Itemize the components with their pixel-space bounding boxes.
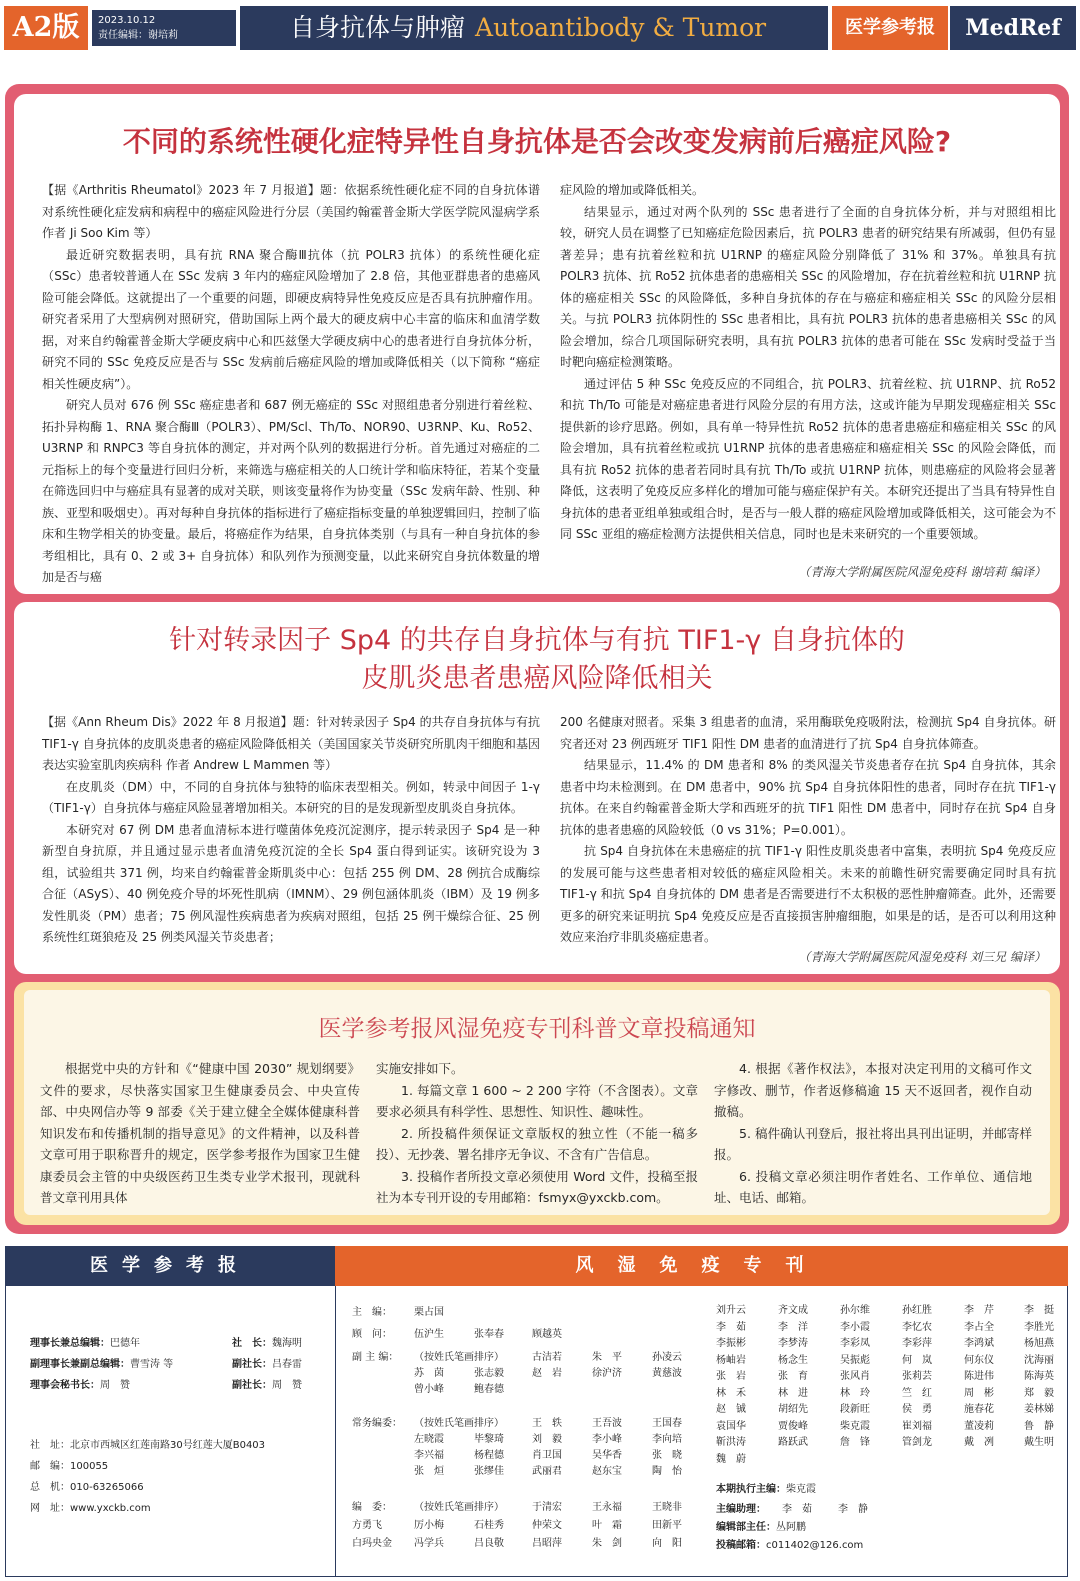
advisor-name: 张奉春 xyxy=(474,1329,504,1340)
article-1-paragraph: 最近研究数据表明，具有抗 RNA 聚合酶Ⅲ抗体（抗 POLR3 抗体）的系统性硬化症（SSc）患者较普通人在 SSc 发病 3 年内的癌症风险增加了 2.8 倍，其他亚群患者的患癌风险可能会降低。这就提出了一个重要的问题，即硬皮病特异性免疫反应是否具有抗肿瘤作用。研究者采用了大型病例对照研究，借助国际上两个最大的硬皮病中心丰富的临床和血清学数据，对来自约翰霍普金斯大学硬皮病中心和匹兹堡大学硬皮病中心的患者进行自身抗体分析，研究不同的 SSc 免疫反应是否与 SSc 发病前后癌症风险的增加或降低相关（以下简称 “癌症相关性硬皮病”）。 xyxy=(42,247,540,391)
member-name: 李彩萍 xyxy=(902,1338,932,1349)
exec-editor: 柴克霞 xyxy=(786,1484,816,1495)
member-name: 张 岩 xyxy=(716,1371,746,1382)
article-1-left-column xyxy=(42,180,540,589)
board-name: 厉小梅 xyxy=(414,1520,444,1531)
notice-paragraph: 根据党中央的方针和《“健康中国 2030” 规划纲要》文件的要求，尽快落实国家卫生健康委员会、中央宣传部、中央网信办等 9 部委《关于建立健全全媒体健康科普知识发布和传播机制的指导意见》的文件精神，以及科普文章可用于职称晋升的规定，医学参考报作为国家卫生健康委员会主管的中央级医药卫生类专业学术报刊，现就科普文章刊用具体 xyxy=(40,1061,360,1205)
office-website: 网 址：www.yxckb.com xyxy=(30,1503,151,1514)
notice-paragraph: 6. 投稿文章必须注明作者姓名、工作单位、通信地址、电话、邮箱。 xyxy=(714,1168,1032,1205)
member-name: 詹 锋 xyxy=(840,1437,870,1448)
member-name: 郑 毅 xyxy=(1024,1387,1054,1399)
member-name: 林 禾 xyxy=(716,1387,746,1399)
article-1 xyxy=(14,94,1060,594)
deputy-name: 曾小峰 xyxy=(414,1384,444,1395)
deputy-name: 徐沪济 xyxy=(592,1368,622,1379)
footer-divider xyxy=(335,1286,336,1576)
officer-role: 副理事长兼副总编辑：曹雪涛 等 xyxy=(30,1359,174,1370)
notice-paragraph: 1. 每篇文章 1 600 ~ 2 200 字符（不含图表）。文章要求必须具有科学性、思想性、知识性、趣味性。 xyxy=(376,1082,698,1119)
notice-paragraph: 3. 投稿作者所投文章必须使用 Word 文件，投稿至报社为本专刊开设的专用邮箱：fsmyx@yxckb.com。 xyxy=(376,1168,698,1205)
member-name: 崔刘福 xyxy=(902,1420,932,1432)
officer-name: 魏海明 xyxy=(272,1338,302,1349)
article-2-paragraph: 【据《Ann Rheum Dis》2022 年 8 月报道】题：针对转录因子 Sp4 的共存自身抗体与有抗 TIF1-γ 自身抗体的皮肌炎患者的癌症风险降低相关（美国国家关节炎研究所肌肉干细胞和基因表达实验室肌肉疾病科 作者 Andrew L Mammen 等） xyxy=(42,715,540,772)
member-name: 李小霞 xyxy=(840,1321,870,1333)
submission-notice xyxy=(14,982,1060,1225)
deputy-name: 鲍春德 xyxy=(474,1384,504,1395)
board-name: 叶 霜 xyxy=(592,1520,622,1531)
standing-name: 刘 毅 xyxy=(532,1434,562,1445)
article-2-paragraph: 抗 Sp4 自身抗体在未患癌症的抗 TIF1-γ 阳性皮肌炎患者中富集，表明抗 Sp4 免疫反应的发展可能与这些患者相对较低的癌症风险相关。未来的前瞻性研究需要确定同时具有抗 TIF1-γ 和抗 Sp4 自身抗体的 DM 患者是否需要进行不太积极的恶性肿瘤筛查。此外，还需要更多的研究来证明抗 Sp4 免疫反应是否直接损害肿瘤细胞，如果是的话，是否可以利用这种效应来治疗非肌炎癌症患者。 xyxy=(560,844,1056,944)
brand-logo: MedRef xyxy=(950,6,1076,50)
member-name: 侯 勇 xyxy=(902,1404,932,1415)
officer-role: 副社长：吕春雷 xyxy=(232,1359,302,1370)
officer-name: 周 赞 xyxy=(100,1380,130,1391)
article-1-paragraph: 研究人员对 676 例 SSc 癌症患者和 687 例无癌症的 SSc 对照组患者分别进行着丝粒、拓扑异构酶 1、RNA 聚合酶Ⅲ（POLR3）、PM/Scl、Th/To、NOR90、U3RNP、Ku、Ro52、U3RNP 和 RNPC3 等自身抗体的测定，并对两个队列的数据进行分析。首先通过对癌症的二元指标上的每个变量进行回归分析，来筛选与癌症相关的人口统计学和临床特征，若某个变量在筛选回归中与癌症具有显著的成对关联，则该变量将作为协变量（SSc 发病年龄、性别、种族、亚型和吸烟史）。再对每种自身抗体的指标进行了癌症指标变量的单独逻辑回归，控制了临床和生物学相关的协变量。最后，将癌症作为结果，自身抗体类别（与具有一种自身抗体的参考组相比，具有 0、2 或 3+ 自身抗体）和队列作为预测变量，以此来研究自身抗体数量的增加是否与癌 xyxy=(42,398,541,584)
officer-name: 周 赞 xyxy=(272,1380,302,1391)
member-name: 李 茹 xyxy=(716,1321,746,1333)
board-name: 石桂秀 xyxy=(474,1520,504,1531)
article-2-paragraph: 结果显示，11.4% 的 DM 患者和 8% 的类风湿关节炎患者存在抗 Sp4 自身抗体，其余患者中均未检测到。在 DM 患者中，90% 抗 Sp4 自身抗体阳性的患者，同时存在抗 TIF1-γ 抗体。在来自约翰霍普金斯大学和西班牙的抗 TIF1 阳性 DM 患者中，同时存在抗 Sp4 自身抗体的患者患癌的风险较低（0 vs 31%；P=0.001）。 xyxy=(560,758,1056,837)
board-name: 吕昭萍 xyxy=(532,1538,562,1549)
member-name: 李 挺 xyxy=(1024,1305,1054,1316)
issue-date: 2023.10.12 xyxy=(98,15,156,26)
standing-name: 赵东宝 xyxy=(592,1466,622,1477)
article-2-paragraph: 在皮肌炎（DM）中，不同的自身抗体与独特的临床表型相关。例如，转录中间因子 1-γ（TIF1-γ）自身抗体与癌症风险显著增加相关。本研究的目的是发现新型皮肌炎自身抗体。 xyxy=(42,779,540,815)
member-name: 李忆农 xyxy=(902,1321,932,1333)
dept-head-label: 编辑部主任：丛阿鹏 xyxy=(716,1522,806,1533)
board-name: 方勇飞 xyxy=(352,1520,382,1531)
office-postcode: 邮 编：100055 xyxy=(30,1461,109,1472)
member-name: 孙红胜 xyxy=(902,1305,932,1316)
page-header xyxy=(4,6,1076,50)
article-1-paragraph: 通过评估 5 种 SSc 免疫反应的不同组合，抗 POLR3、抗着丝粒、抗 U1RNP、抗 Ro52 和抗 Th/To 可能是对癌症患者进行风险分层的有用方法，这或许能为早期发现癌症相关 SSc 提供新的诊疗思路。例如，具有单一特异性抗 Ro52 抗体的患者患癌症和癌症相关 SSc 的风险会增加，具有抗着丝粒或抗 U1RNP 抗体的患者患癌症和癌症相关 SSc 的风险会降低，而具有抗 Ro52 抗体的患者若同时具有抗 Th/To 或抗 U1RNP 抗体，则患癌症的风险将会显著降低，这表明了免疫反应多样化的增加可能与癌症保护有关。本研究还提出了当具有特异性自身抗体的患者亚组单独或组合时，是否与一般人群的癌症风险增加或降低相关，这可能会为不同 SSc 亚组的癌症检测方法提供相关信息，同时也是未来研究的一个重要领域。 xyxy=(560,376,1056,541)
member-name: 李振彬 xyxy=(716,1338,746,1349)
officer-name: 曹雪涛 等 xyxy=(130,1359,174,1370)
standing-name: 左晓霞 xyxy=(414,1434,444,1445)
member-name: 竺 红 xyxy=(902,1387,932,1399)
advisor-label: 顾 问： xyxy=(352,1329,392,1340)
member-name: 姜林娣 xyxy=(1024,1404,1054,1415)
email-label: 投稿邮箱：c011402@126.com xyxy=(716,1540,864,1551)
standing-name: 陶 怡 xyxy=(652,1466,682,1477)
deputy-note: （按姓氏笔画排序） xyxy=(414,1352,504,1363)
standing-name: 杨程德 xyxy=(474,1450,504,1461)
section-title xyxy=(240,6,828,50)
notice-paragraph: 实施安排如下。 xyxy=(376,1061,464,1076)
member-name: 何东仪 xyxy=(964,1354,994,1366)
member-name: 林 玲 xyxy=(840,1387,870,1399)
notice-title: 医学参考报风湿免疫专刊科普文章投稿通知 xyxy=(318,1016,756,1042)
officer-role: 理事长兼总编辑：巴德年 xyxy=(30,1338,140,1349)
standing-name: 吴华香 xyxy=(592,1450,622,1461)
exec-editor-label: 本期执行主编：柴克霞 xyxy=(716,1484,816,1495)
standing-name: 李兴福 xyxy=(414,1450,444,1461)
officer-name: 巴德年 xyxy=(110,1338,140,1349)
member-name: 张 育 xyxy=(778,1371,808,1382)
member-name: 戴 冽 xyxy=(964,1437,994,1448)
member-name: 陈海英 xyxy=(1024,1371,1054,1382)
member-name: 胡绍先 xyxy=(778,1404,808,1415)
submission-email: c011402@126.com xyxy=(766,1540,864,1551)
board-name: 向 阳 xyxy=(652,1538,682,1549)
standing-editor-label: 常务编委： xyxy=(352,1418,402,1429)
deputy-name: 朱 平 xyxy=(592,1352,622,1363)
member-name: 管剑龙 xyxy=(902,1437,932,1448)
officer-role: 社 长：魏海明 xyxy=(232,1338,302,1349)
article-1-credit: （青海大学附属医院风湿免疫科 谢培莉 编译） xyxy=(798,565,1046,579)
section-title-cn: 自身抗体与肿瘤 xyxy=(290,13,466,42)
article-2-title-line-2: 皮肌炎患者患癌风险降低相关 xyxy=(361,663,713,694)
board-name: 王晓非 xyxy=(652,1502,682,1513)
member-name: 段新旺 xyxy=(840,1404,870,1415)
article-2-left-column xyxy=(42,712,540,949)
article-2-credit: （青海大学附属医院风湿免疫科 刘三兄 编译） xyxy=(798,950,1046,964)
member-name: 施春花 xyxy=(964,1404,994,1415)
member-name: 张莉芸 xyxy=(902,1371,932,1382)
deputy-name: 张志毅 xyxy=(474,1368,504,1379)
header-meta xyxy=(92,10,236,46)
assistant-label: 主编助理： xyxy=(716,1504,766,1515)
member-name: 李梦涛 xyxy=(778,1338,808,1349)
member-name: 李彩凤 xyxy=(840,1338,870,1349)
member-name: 戴生明 xyxy=(1024,1437,1054,1448)
standing-name: 张缪佳 xyxy=(474,1466,504,1477)
notice-column-2 xyxy=(376,1058,698,1209)
standing-name: 张 晓 xyxy=(652,1450,682,1461)
article-1-paragraph: 症风险的增加或降低相关。 xyxy=(560,183,705,197)
office-phone: 总 机：010-63265066 xyxy=(30,1482,144,1493)
member-name: 杨旭燕 xyxy=(1024,1338,1054,1349)
notice-panel xyxy=(24,990,1050,1215)
member-name: 李鸿斌 xyxy=(964,1338,994,1349)
notice-paragraph: 4. 根据《著作权法》，本报对决定刊用的文稿可作文字修改、删节，作者返修稿逾 15 天不返回者，视作自动撤稿。 xyxy=(714,1061,1032,1119)
responsible-editor: 责任编辑：谢培莉 xyxy=(98,30,178,41)
assistant-name: 李 静 xyxy=(838,1504,868,1515)
board-name: 朱 剑 xyxy=(592,1538,622,1549)
notice-column-3 xyxy=(714,1058,1032,1209)
standing-name: 毕黎琦 xyxy=(474,1434,504,1445)
paper-name: 医学参考报 xyxy=(832,6,948,50)
board-name: 白玛央金 xyxy=(352,1538,392,1549)
member-name: 董凌莉 xyxy=(964,1420,994,1432)
footer-section-title: 风湿免疫专刊 xyxy=(335,1246,1068,1286)
article-1-title: 不同的系统性硬化症特异性自身抗体是否会改变发病前后癌症风险? xyxy=(122,125,952,158)
deputy-name: 黄慈波 xyxy=(652,1368,682,1379)
member-name: 鲁 静 xyxy=(1024,1420,1054,1432)
notice-paragraph: 2. 所投稿件须保证文章版权的独立性（不能一稿多投）、无抄袭、署名排序无争议、不含有广告信息。 xyxy=(376,1125,698,1162)
board-name: 田新平 xyxy=(652,1520,682,1531)
member-name: 周 彬 xyxy=(964,1387,994,1399)
member-name: 林 进 xyxy=(778,1387,808,1399)
member-name: 靳洪涛 xyxy=(716,1437,746,1448)
notice-column-1 xyxy=(40,1058,360,1209)
office-address: 社 址：北京市西城区红莲南路30号红莲大厦B0403 xyxy=(30,1440,266,1451)
article-2 xyxy=(14,602,1060,974)
standing-note: （按姓氏笔画排序） xyxy=(414,1418,504,1429)
member-name: 李胜光 xyxy=(1024,1321,1054,1333)
member-name: 杨岫岩 xyxy=(716,1354,746,1366)
article-2-paragraph: 本研究对 67 例 DM 患者血清标本进行噬菌体免疫沉淀测序，提示转录因子 Sp4 是一种新型自身抗原，并且通过显示患者血清免疫沉淀的全长 Sp4 蛋白得到证实。该研究设为 3 组，试验组共 371 例，均来自约翰霍普金斯肌炎中心：包括 255 例 DM、28 例抗合成酶综合征（ASyS）、40 例免疫介导的坏死性肌病（IMNM）、29 例包涵体肌炎（IBM）及 19 例多发性肌炎（PM）患者；75 例风湿性疾病患者为疾病对照组，包括 25 例干燥综合征、25 例系统性红斑狼疮及 25 例类风湿关节炎患者； xyxy=(42,822,540,944)
standing-name: 肖卫国 xyxy=(532,1450,562,1461)
deputy-name: 苏 茵 xyxy=(414,1368,444,1379)
member-name: 陈进伟 xyxy=(964,1371,994,1382)
board-note: （按姓氏笔画排序） xyxy=(414,1502,504,1513)
article-1-paragraph: 结果显示，通过对两个队列的 SSc 患者进行了全面的自身抗体分析，并与对照组相比较，研究人员在调整了已知癌症危险因素后，抗 POLR3 患者的研究结果有所减弱，但仍有显著差异；患有抗着丝粒和抗 U1RNP 的癌症风险分别降低了 31% 和 37%。单独具有抗 POLR3 抗体、抗 Ro52 抗体患者的患癌相关 SSc 的风险增加，存在抗着丝粒和抗 U1RNP 抗体的癌症相关 SSc 的风险降低，多种自身抗体的存在与癌症和癌症相关 SSc 的风险分层相关。与抗 POLR3 抗体阴性的 SSc 患者相比，具有抗 POLR3 抗体的患者患癌相关 SSc 的风险会增加，综合几项国际研究表明，具有抗 POLR3 抗体的患者可能在 SSc 发病时受益于当时靶向癌症检测策略。 xyxy=(560,204,1056,369)
member-name: 孙尔维 xyxy=(840,1305,870,1316)
member-name: 吴振彪 xyxy=(840,1354,870,1366)
member-name: 沈海丽 xyxy=(1024,1354,1054,1366)
board-name: 于清宏 xyxy=(532,1502,562,1513)
standing-name: 李小峰 xyxy=(592,1434,622,1445)
member-name: 袁国华 xyxy=(716,1420,746,1432)
article-2-title-line-1: 针对转录因子 Sp4 的共存自身抗体与有抗 TIF1-γ 自身抗体的 xyxy=(169,625,905,656)
board-name: 仲荣文 xyxy=(532,1520,562,1531)
assistant-name: 李 茹 xyxy=(782,1504,812,1515)
member-name: 张风肖 xyxy=(840,1371,870,1382)
notice-paragraph: 5. 稿件确认刊登后，报社将出具刊出证明，并邮寄样报。 xyxy=(714,1125,1032,1162)
board-name: 冯学兵 xyxy=(414,1538,444,1549)
board-label: 编 委： xyxy=(352,1502,392,1513)
member-name: 魏 蔚 xyxy=(716,1453,746,1465)
member-name: 柴克霞 xyxy=(840,1420,870,1432)
standing-name: 李向培 xyxy=(652,1434,682,1445)
deputy-name: 孙凌云 xyxy=(652,1352,682,1363)
footer-paper-title: 医学参考报 xyxy=(5,1246,335,1286)
deputy-name: 赵 岩 xyxy=(532,1368,562,1379)
deputy-name: 古洁若 xyxy=(532,1352,562,1363)
member-name: 李占全 xyxy=(964,1321,994,1333)
member-name: 李 洋 xyxy=(778,1321,808,1333)
member-name: 李 芹 xyxy=(964,1305,994,1316)
member-name: 刘升云 xyxy=(716,1305,746,1316)
chief-editor-label: 主 编： xyxy=(352,1307,392,1318)
member-name: 赵 铖 xyxy=(716,1404,746,1415)
board-name: 王永福 xyxy=(592,1502,622,1513)
section-title-en: Autoantibody & Tumor xyxy=(475,13,767,42)
article-2-paragraph: 200 名健康对照者。采集 3 组患者的血清，采用酶联免疫吸附法，检测抗 Sp4 自身抗体。研究者还对 23 例西班牙 TIF1 阳性 DM 患者的血清进行了抗 Sp4 自身抗体筛查。 xyxy=(560,715,1056,751)
board-name: 吕良敬 xyxy=(474,1538,504,1549)
member-name: 路跃武 xyxy=(778,1437,808,1448)
article-2-title xyxy=(14,622,1060,698)
dept-head: 丛阿鹏 xyxy=(776,1522,806,1533)
standing-name: 张 烜 xyxy=(414,1466,444,1477)
advisor-name: 顾越英 xyxy=(532,1329,562,1340)
officer-name: 吕春雷 xyxy=(272,1359,302,1370)
officer-role: 副社长：周 赞 xyxy=(232,1380,302,1391)
officer-role: 理事会秘书长：周 赞 xyxy=(30,1380,130,1391)
standing-name: 王 轶 xyxy=(532,1418,562,1429)
member-name: 贾俊峰 xyxy=(778,1420,808,1432)
chief-editor: 栗占国 xyxy=(414,1307,444,1318)
article-1-paragraph: 【据《Arthritis Rheumatol》2023 年 7 月报道】题：依据系统性硬化症不同的自身抗体谱对系统性硬化症发病和病程中的癌症风险进行分层（美国约翰霍普金斯大学医学院风湿病学系 作者 Ji Soo Kim 等） xyxy=(42,183,540,240)
member-name: 何 岚 xyxy=(902,1354,932,1366)
standing-name: 武丽君 xyxy=(532,1466,562,1477)
deputy-editor-label: 副 主 编： xyxy=(352,1352,399,1363)
standing-name: 王吾波 xyxy=(592,1418,622,1429)
standing-name: 王国春 xyxy=(652,1418,682,1429)
article-2-right-column xyxy=(560,712,1056,949)
member-name: 杨念生 xyxy=(778,1354,808,1366)
member-name: 齐文成 xyxy=(778,1305,808,1316)
advisor-name: 伍沪生 xyxy=(414,1329,444,1340)
edition-label: A2版 xyxy=(4,6,88,50)
article-1-right-column xyxy=(560,180,1056,546)
